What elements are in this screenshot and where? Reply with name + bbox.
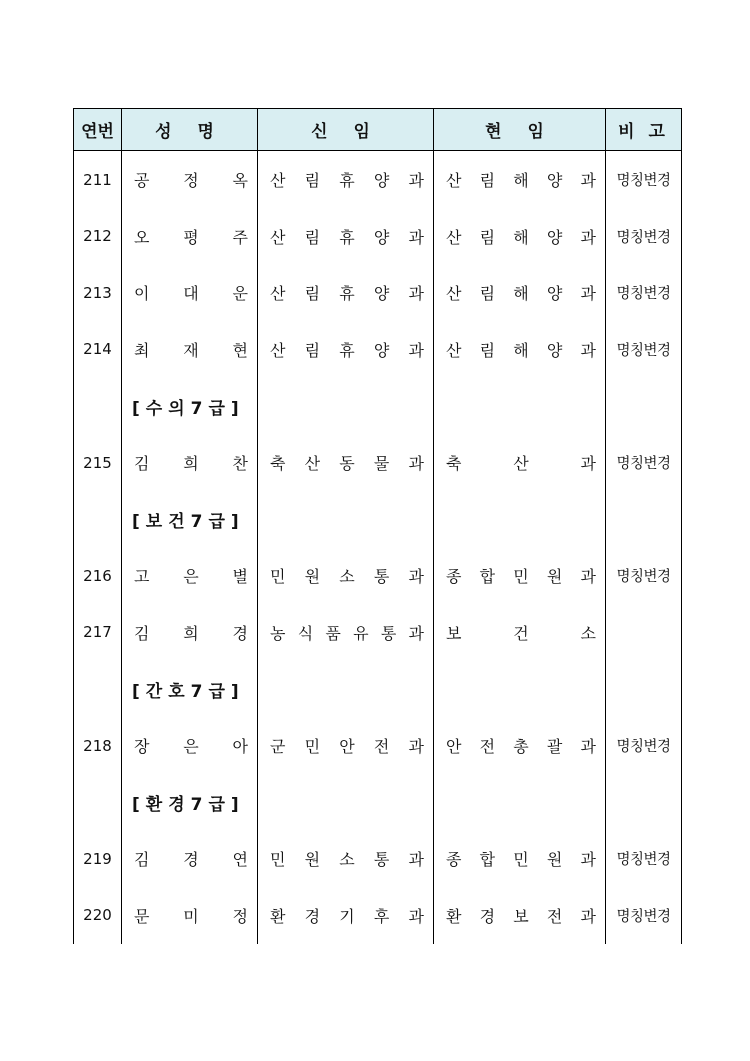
new-post <box>258 887 434 944</box>
new-post <box>258 604 434 661</box>
new-post <box>258 831 434 888</box>
section-row <box>74 661 682 718</box>
new-post <box>258 717 434 774</box>
row-number: 212 <box>74 208 122 265</box>
person-name-text: 문 미 정 <box>134 906 248 926</box>
current-post <box>434 208 606 265</box>
empty-cell <box>74 774 122 831</box>
note <box>606 604 682 661</box>
new-post <box>258 321 434 378</box>
person-name <box>122 548 258 605</box>
empty-cell <box>74 378 122 435</box>
person-name <box>122 434 258 491</box>
table-row <box>74 265 682 322</box>
person-name <box>122 887 258 944</box>
person-name <box>122 604 258 661</box>
empty-cell <box>606 661 682 718</box>
section-label: [보건7급] <box>122 491 258 548</box>
empty-cell <box>258 774 434 831</box>
person-name-text: 공 정 옥 <box>134 171 248 190</box>
table-body <box>74 151 682 944</box>
empty-cell <box>606 774 682 831</box>
header-name: 성 명 <box>122 109 258 151</box>
current-post <box>434 151 606 209</box>
header-note: 비 고 <box>606 109 682 151</box>
current-post <box>434 265 606 322</box>
note: 명칭변경 <box>606 208 682 265</box>
new-post-text: 민 원 소 통 과 <box>270 850 424 870</box>
current-post <box>434 434 606 491</box>
new-post-text: 산 림 휴 양 과 <box>270 284 424 304</box>
note: 명칭변경 <box>606 434 682 491</box>
note: 명칭변경 <box>606 265 682 322</box>
note: 명칭변경 <box>606 887 682 944</box>
empty-cell <box>606 491 682 548</box>
note: 명칭변경 <box>606 151 682 209</box>
row-number: 215 <box>74 434 122 491</box>
current-post-text: 안 전 총 괄 과 <box>446 737 596 757</box>
header-current-post: 현 임 <box>434 109 606 151</box>
section-row <box>74 774 682 831</box>
new-post-text: 산 림 휴 양 과 <box>270 340 424 360</box>
header-no: 연번 <box>74 109 122 151</box>
note: 명칭변경 <box>606 831 682 888</box>
person-name-text: 오 평 주 <box>134 227 248 247</box>
row-number: 218 <box>74 717 122 774</box>
person-name-text: 김 희 찬 <box>134 454 248 474</box>
new-post-text: 산 림 휴 양 과 <box>270 171 424 190</box>
row-number: 211 <box>74 151 122 209</box>
section-label: [환경7급] <box>122 774 258 831</box>
person-name <box>122 321 258 378</box>
personnel-table <box>73 108 682 944</box>
table-row <box>74 321 682 378</box>
empty-cell <box>258 491 434 548</box>
person-name <box>122 151 258 209</box>
current-post <box>434 321 606 378</box>
new-post <box>258 208 434 265</box>
new-post-text: 농 식 품 유 통 과 <box>270 623 424 643</box>
table-row <box>74 434 682 491</box>
row-number: 213 <box>74 265 122 322</box>
table-row <box>74 604 682 661</box>
empty-cell <box>74 661 122 718</box>
new-post-text: 민 원 소 통 과 <box>270 567 424 587</box>
current-post <box>434 548 606 605</box>
empty-cell <box>434 774 606 831</box>
person-name-text: 장 은 아 <box>134 737 248 757</box>
empty-cell <box>434 491 606 548</box>
row-number: 219 <box>74 831 122 888</box>
person-name <box>122 831 258 888</box>
row-number: 220 <box>74 887 122 944</box>
note: 명칭변경 <box>606 717 682 774</box>
current-post-text: 종 합 민 원 과 <box>446 567 596 587</box>
person-name-text: 김 희 경 <box>134 623 248 643</box>
section-row <box>74 378 682 435</box>
empty-cell <box>258 661 434 718</box>
new-post-text: 군 민 안 전 과 <box>270 737 424 757</box>
current-post-text: 환 경 보 전 과 <box>446 906 596 926</box>
table-row <box>74 208 682 265</box>
person-name-text: 고 은 별 <box>134 567 248 587</box>
row-number: 216 <box>74 548 122 605</box>
current-post-text: 축 산 과 <box>446 454 596 474</box>
empty-cell <box>434 378 606 435</box>
person-name <box>122 265 258 322</box>
new-post-text: 산 림 휴 양 과 <box>270 227 424 247</box>
new-post <box>258 434 434 491</box>
person-name-text: 이 대 운 <box>134 284 248 304</box>
current-post <box>434 887 606 944</box>
new-post <box>258 151 434 209</box>
empty-cell <box>258 378 434 435</box>
current-post-text: 산 림 해 양 과 <box>446 227 596 247</box>
current-post-text: 산 림 해 양 과 <box>446 171 596 190</box>
section-row <box>74 491 682 548</box>
current-post-text: 보 건 소 <box>446 623 596 643</box>
empty-cell <box>434 661 606 718</box>
current-post-text: 산 림 해 양 과 <box>446 340 596 360</box>
row-number: 217 <box>74 604 122 661</box>
current-post <box>434 717 606 774</box>
section-label: [수의7급] <box>122 378 258 435</box>
new-post <box>258 265 434 322</box>
person-name <box>122 717 258 774</box>
person-name-text: 최 재 현 <box>134 340 248 360</box>
personnel-table-sheet <box>73 108 681 944</box>
new-post <box>258 548 434 605</box>
table-row <box>74 887 682 944</box>
table-row <box>74 151 682 209</box>
person-name-text: 김 경 연 <box>134 850 248 870</box>
table-row <box>74 831 682 888</box>
new-post-text: 환 경 기 후 과 <box>270 906 424 926</box>
person-name <box>122 208 258 265</box>
empty-cell <box>74 491 122 548</box>
table-row <box>74 717 682 774</box>
table-row <box>74 548 682 605</box>
empty-cell <box>606 378 682 435</box>
new-post-text: 축 산 동 물 과 <box>270 454 424 474</box>
row-number: 214 <box>74 321 122 378</box>
current-post <box>434 604 606 661</box>
note: 명칭변경 <box>606 321 682 378</box>
current-post <box>434 831 606 888</box>
note: 명칭변경 <box>606 548 682 605</box>
current-post-text: 종 합 민 원 과 <box>446 850 596 870</box>
section-label: [간호7급] <box>122 661 258 718</box>
table-header-row <box>74 109 682 151</box>
header-new-post: 신 임 <box>258 109 434 151</box>
current-post-text: 산 림 해 양 과 <box>446 284 596 304</box>
